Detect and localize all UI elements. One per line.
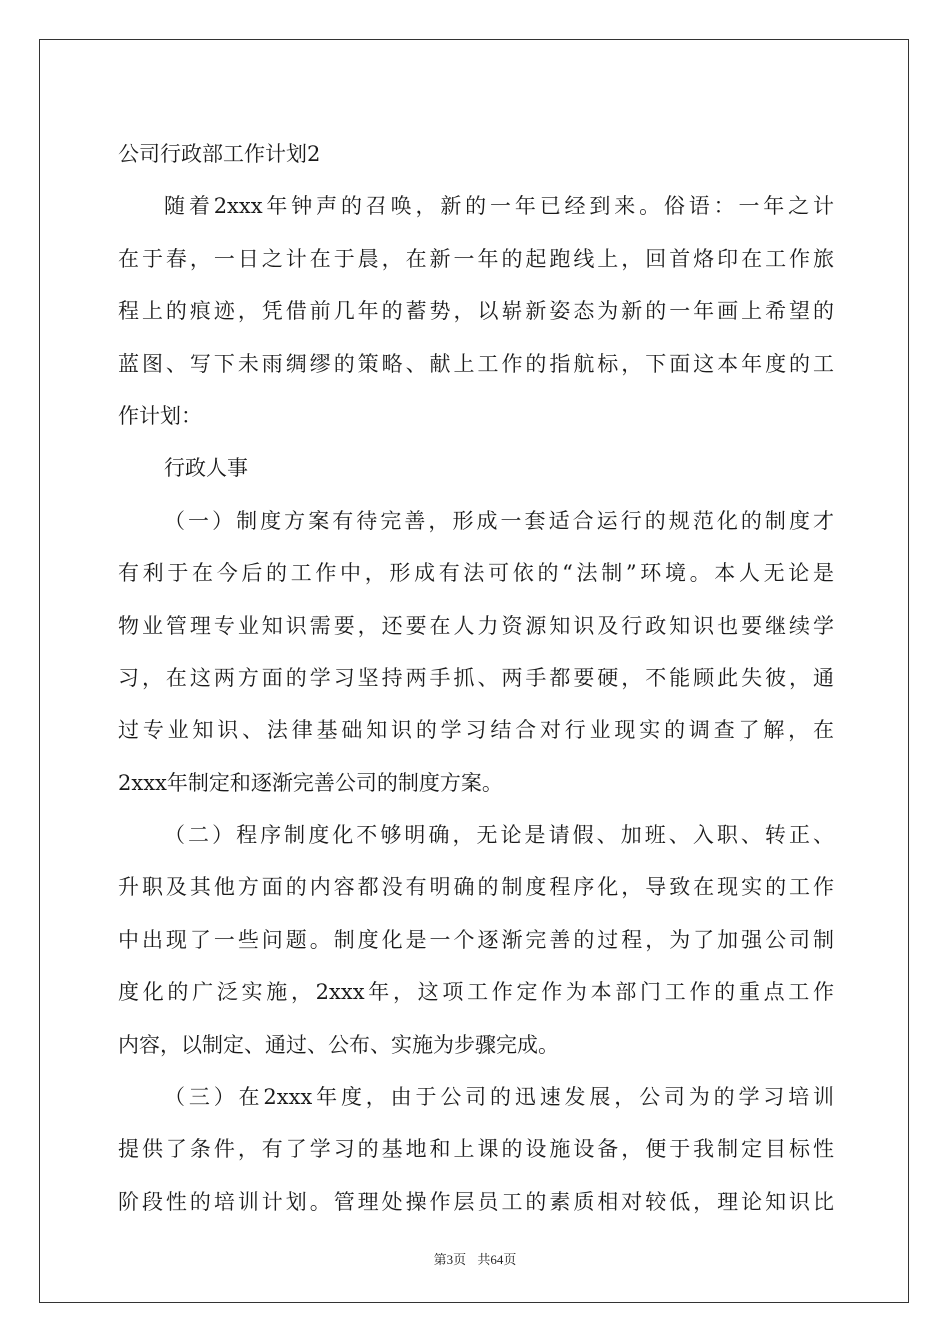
paragraph-line: 有利于在今后的工作中，形成有法可依的“法制”环境。本人无论是 bbox=[118, 561, 834, 586]
page-footer bbox=[0, 1249, 950, 1268]
paragraph-line: 习，在这两方面的学习坚持两手抓、两手都要硬，不能顾此失彼，通 bbox=[118, 665, 834, 690]
paragraph-line: 过专业知识、法律基础知识的学习结合对行业现实的调查了解，在 bbox=[118, 718, 834, 743]
paragraph-line: 蓝图、写下未雨绸缪的策略、献上工作的指航标，下面这本年度的工 bbox=[118, 351, 834, 376]
paragraph-intro bbox=[118, 180, 834, 442]
paragraph-line: 中出现了一些问题。制度化是一个逐渐完善的过程，为了加强公司制 bbox=[118, 927, 834, 952]
section-heading-text: 行政人事 bbox=[164, 456, 248, 481]
paragraph-item-3 bbox=[118, 1071, 834, 1228]
document-title: 公司行政部工作计划2 bbox=[118, 142, 321, 166]
page-number: 第3页 bbox=[433, 1252, 467, 1267]
paragraph-line: 升职及其他方面的内容都没有明确的制度程序化，导致在现实的工作 bbox=[118, 875, 834, 900]
paragraph-line: 2xxx年制定和逐渐完善公司的制度方案。 bbox=[118, 770, 503, 795]
total-pages: 共64页 bbox=[477, 1252, 517, 1267]
paragraph-line: （二）程序制度化不够明确，无论是请假、加班、入职、转正、 bbox=[164, 823, 834, 848]
paragraph-line: （三）在2xxx年度，由于公司的迅速发展，公司为的学习培训 bbox=[164, 1085, 834, 1110]
paragraph-line: 随着2xxx年钟声的召唤，新的一年已经到来。俗语：一年之计 bbox=[164, 194, 834, 219]
paragraph-line: 阶段性的培训计划。管理处操作层员工的素质相对较低，理论知识比 bbox=[118, 1189, 834, 1214]
paragraph-line: 作计划： bbox=[118, 403, 202, 428]
paragraph-line: 程上的痕迹，凭借前几年的蓄势，以崭新姿态为新的一年画上希望的 bbox=[118, 299, 834, 324]
paragraph-line: 在于春，一日之计在于晨，在新一年的起跑线上，回首烙印在工作旅 bbox=[118, 246, 834, 271]
paragraph-line: 物业管理专业知识需要，还要在人力资源知识及行政知识也要继续学 bbox=[118, 613, 834, 638]
document-body bbox=[118, 128, 834, 1228]
paragraph-line: 内容，以制定、通过、公布、实施为步骤完成。 bbox=[118, 1032, 559, 1057]
paragraph-line: 度化的广泛实施，2xxx年，这项工作定作为本部门工作的重点工作 bbox=[118, 980, 834, 1005]
paragraph-item-2 bbox=[118, 809, 834, 1071]
paragraph-line: 提供了条件，有了学习的基地和上课的设施设备，便于我制定目标性 bbox=[118, 1137, 834, 1162]
paragraph-line: （一）制度方案有待完善，形成一套适合运行的规范化的制度才 bbox=[164, 508, 834, 533]
section-heading bbox=[118, 442, 834, 494]
paragraph-item-1 bbox=[118, 495, 834, 809]
